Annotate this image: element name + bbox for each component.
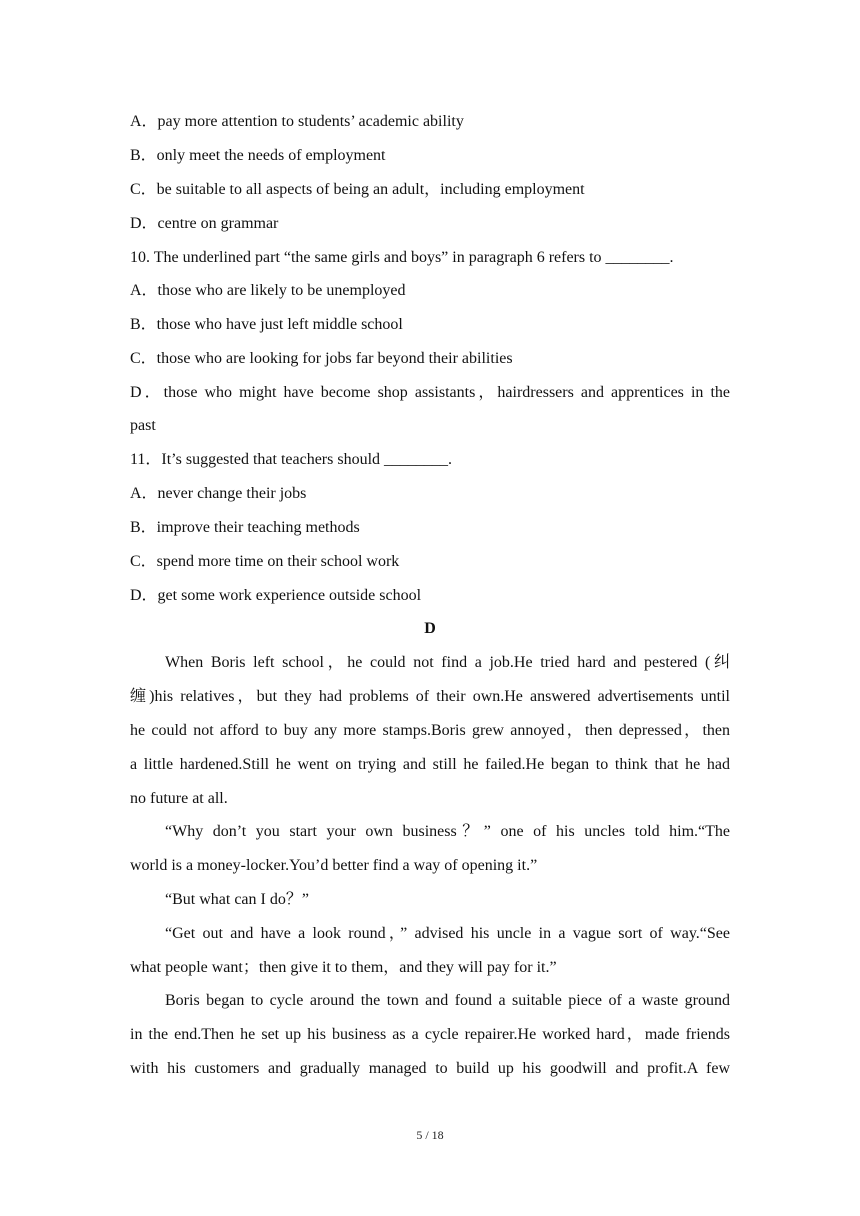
passage-p5-line: with his customers and gradually managed to build up his goodwill and profit.A few [130, 1060, 730, 1077]
passage-p2-line: “Why don’t you start your own business？” one of his uncles told him.“The [165, 823, 730, 840]
q11-option-b: B．improve their teaching methods [130, 519, 360, 536]
passage-p4-line: “Get out and have a look round，” advised his uncle in a vague sort of way.“See [165, 925, 730, 942]
passage-p4-line: what people want；then give it to them，and they will pay for it.” [130, 959, 557, 976]
passage-p5-line: in the end.Then he set up his business as a cycle repairer.He worked hard，made friends [130, 1026, 730, 1043]
q10-option-d-continued: past [130, 417, 156, 434]
passage-p5-line: Boris began to cycle around the town and found a suitable piece of a waste ground [165, 992, 730, 1009]
q9-option-c: C．be suitable to all aspects of being an adult，including employment [130, 181, 585, 198]
passage-p1-line: 缠)his relatives，but they had problems of their own.He answered advertisements until [130, 688, 730, 705]
q11-option-a: A．never change their jobs [130, 485, 307, 502]
passage-p1-line: When Boris left school，he could not find a job.He tried hard and pestered (纠 [165, 654, 730, 671]
section-heading: D [424, 620, 436, 637]
q9-option-d: D．centre on grammar [130, 215, 279, 232]
passage-p1-line: he could not afford to buy any more stamps.Boris grew annoyed，then depressed，then [130, 722, 731, 739]
passage-p2-line: world is a money-locker.You’d better find a way of opening it.” [130, 857, 538, 874]
q10-option-a: A．those who are likely to be unemployed [130, 282, 406, 299]
passage-p1-line: no future at all. [130, 790, 228, 807]
page-number: 5 / 18 [416, 1128, 444, 1142]
q10-stem: 10. The underlined part “the same girls and boys” in paragraph 6 refers to ________. [130, 249, 674, 266]
q9-option-a: A．pay more attention to students’ academic ability [130, 113, 464, 130]
q11-stem: 11．It’s suggested that teachers should ________. [130, 451, 453, 468]
q9-option-b: B．only meet the needs of employment [130, 147, 386, 164]
q10-option-c: C．those who are looking for jobs far beyond their abilities [130, 350, 513, 367]
passage-p3-line: “But what can I do？” [165, 891, 309, 908]
q11-option-c: C．spend more time on their school work [130, 553, 400, 570]
q10-option-d: D．those who might have become shop assistants，hairdressers and apprentices in the [130, 384, 731, 401]
passage-p1-line: a little hardened.Still he went on trying and still he failed.He began to think that he had [130, 756, 730, 773]
q11-option-d: D．get some work experience outside school [130, 587, 422, 604]
q10-option-b: B．those who have just left middle school [130, 316, 403, 333]
